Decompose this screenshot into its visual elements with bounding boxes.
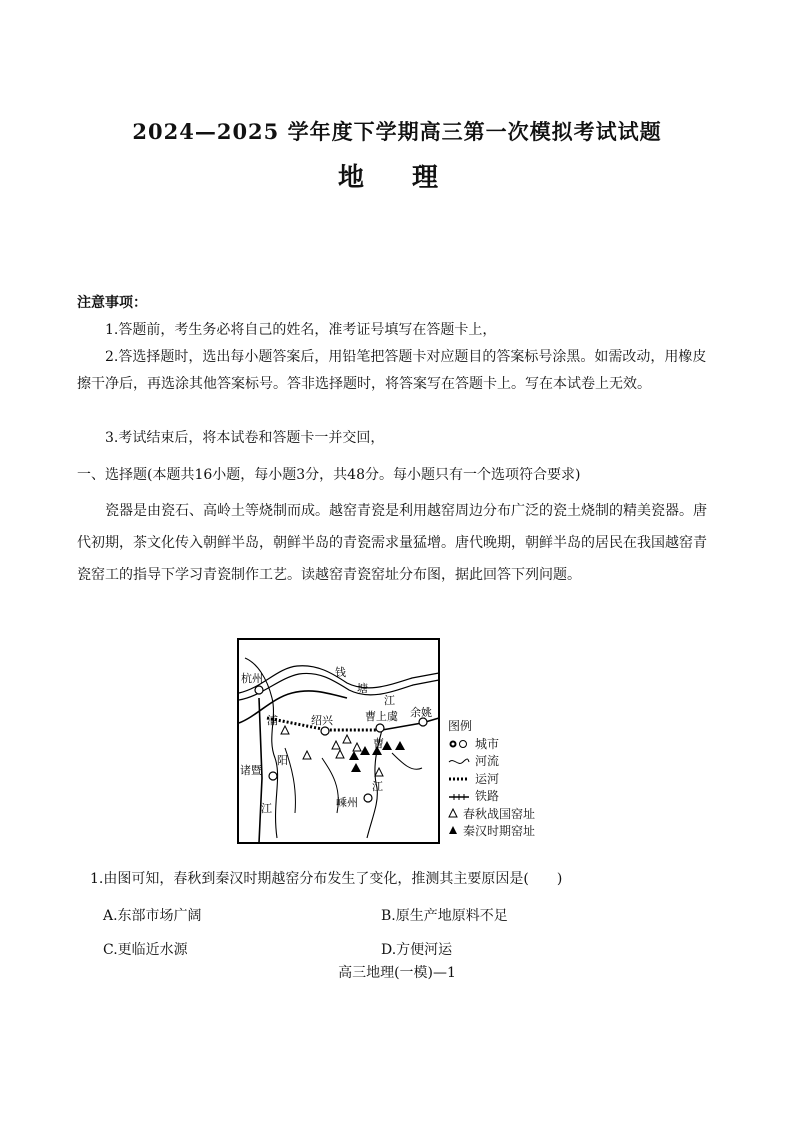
- river-symbol-icon: [448, 756, 470, 768]
- label-jiang-puyang: 江: [261, 802, 272, 815]
- notice-heading: 注意事项：: [77, 295, 147, 311]
- filled-triangle-icon: [448, 823, 458, 841]
- city-caoshangyu: [376, 724, 384, 732]
- label-shaoxing: 绍兴: [311, 714, 333, 727]
- label-qian: 钱: [335, 666, 346, 679]
- label-zhuji: 诸暨: [240, 764, 262, 777]
- legend-qin-han: [448, 823, 535, 841]
- legend-river-label: 河流: [475, 754, 500, 768]
- exam-title: 2024—2025 学年度下学期高三第一次模拟考试试题: [132, 119, 662, 144]
- map-svg: [237, 638, 440, 844]
- city-hangzhou: [255, 686, 263, 694]
- label-yang: 阳: [277, 754, 288, 767]
- legend-railway-label: 铁路: [475, 789, 500, 803]
- kiln-distribution-map: [237, 638, 440, 844]
- canal-symbol-icon: [448, 773, 470, 785]
- label-jiang-caoe: 江: [372, 780, 383, 793]
- option-c: C.更临近水源: [103, 942, 188, 958]
- notice-item-1: 1.答题前，考生务必将自己的姓名，准考证号填写在答题卡上，: [105, 322, 497, 338]
- legend-river: [448, 753, 535, 771]
- legend-qin-han-label: 秦汉时期窑址: [463, 824, 536, 838]
- passage: 瓷器是由瓷石、高岭土等烧制而成。越窑青瓷是利用越窑周边分布广泛的瓷土烧制的精美瓷器。唐代初期，茶文化传入朝鲜半岛，朝鲜半岛的青瓷需求量猛增。唐代晚期，朝鲜半岛的居民在我国越窑青瓷窑工的指导下学习青瓷制作工艺。读越窑青瓷窑址分布图，据此回答下列问题。: [77, 503, 707, 583]
- city-symbol-icon: [448, 738, 470, 750]
- label-caoshangyu: 曹上虞: [365, 710, 398, 723]
- label-pu: 浦: [267, 714, 278, 727]
- legend-title: 图例: [448, 719, 473, 733]
- notice-item-3: 3.考试结束后，将本试卷和答题卡一并交回，: [105, 430, 385, 446]
- legend-canal: [448, 771, 535, 789]
- label-yuyao: 余姚: [410, 706, 432, 719]
- map-legend: [448, 718, 535, 841]
- option-b: B.原生产地原料不足: [381, 908, 508, 924]
- legend-city-label: 城市: [475, 736, 500, 751]
- legend-railway: [448, 788, 535, 806]
- label-cao: 曹: [373, 737, 384, 750]
- legend-canal-label: 运河: [475, 771, 500, 786]
- label-jiang-qiantang: 江: [384, 694, 395, 707]
- label-hangzhou: 杭州: [241, 672, 263, 685]
- city-shengzhou: [364, 794, 372, 802]
- city-zhuji: [269, 772, 277, 780]
- subject-title: 地理: [337, 163, 486, 193]
- legend-city: [448, 736, 535, 754]
- section-heading: 一、选择题(本题共16小题，每小题3分，共48分。每小题只有一个选项符合要求): [77, 467, 581, 483]
- open-triangle-icon: [448, 806, 458, 824]
- label-shengzhou: 嵊州: [336, 796, 358, 809]
- legend-spring-autumn-label: 春秋战国窑址: [463, 806, 536, 821]
- option-d: D.方便河运: [381, 942, 453, 958]
- page-footer: 高三地理(一模)—1: [338, 965, 456, 981]
- question-1-stem: 1.由图可知，春秋到秦汉时期越窑分布发生了变化，推测其主要原因是( ): [90, 871, 563, 887]
- city-yuyao: [419, 718, 427, 726]
- option-a: A.东部市场广阔: [103, 908, 202, 924]
- label-tang: 塘: [357, 682, 368, 695]
- railway-symbol-icon: [448, 791, 470, 803]
- notice-item-2: 2.答选择题时，选出每小题答案后，用铅笔把答题卡对应题目的答案标号涂黑。如需改动，用橡皮擦干净后，再选涂其他答案标号。答非选择题时，将答案写在答题卡上。写在本试卷上无效。: [77, 349, 707, 392]
- city-shaoxing: [321, 727, 329, 735]
- legend-spring-autumn: [448, 806, 535, 824]
